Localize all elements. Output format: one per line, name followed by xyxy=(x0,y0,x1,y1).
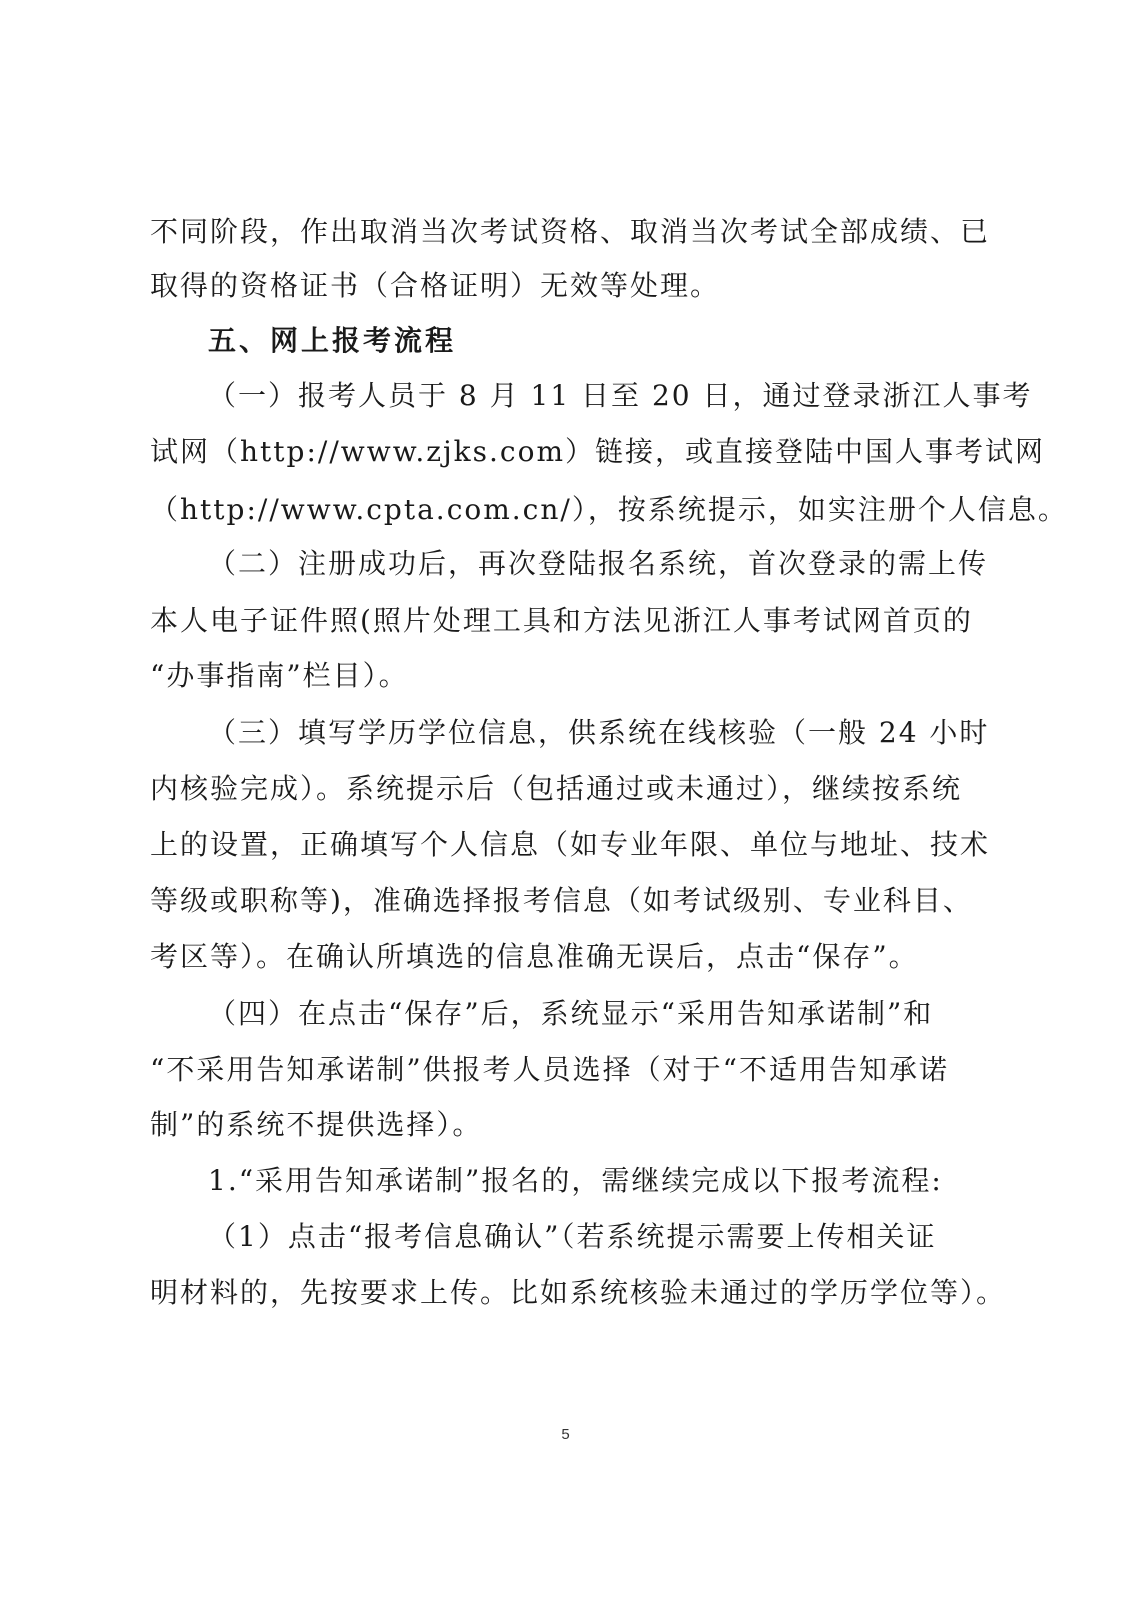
text-line: 本人电子证件照(照片处理工具和方法见浙江人事考试网首页的 xyxy=(150,604,973,637)
text-line: 1.“采用告知承诺制”报名的，需继续完成以下报考流程: xyxy=(208,1164,943,1197)
text-line: （二）注册成功后，再次登陆报名系统，首次登录的需上传 xyxy=(208,547,989,580)
text-line: 不同阶段，作出取消当次考试资格、取消当次考试全部成绩、已 xyxy=(150,215,991,248)
text-line: 试网（http://www.zjks.com）链接，或直接登陆中国人事考试网 xyxy=(150,435,1046,468)
text-line: （一）报考人员于 8 月 11 日至 20 日，通过登录浙江人事考 xyxy=(208,379,1033,412)
text-line: （四）在点击“保存”后，系统显示“采用告知承诺制”和 xyxy=(208,997,934,1030)
page-number: 5 xyxy=(561,1426,570,1443)
text-line: 制”的系统不提供选择）。 xyxy=(150,1108,483,1141)
text-line: 上的设置，正确填写个人信息（如专业年限、单位与地址、技术 xyxy=(150,828,991,861)
text-line: “不采用告知承诺制”供报考人员选择（对于“不适用告知承诺 xyxy=(150,1053,949,1086)
text-line: （http://www.cpta.com.cn/），按系统提示，如实注册个人信息。 xyxy=(150,493,1068,526)
text-line: 等级或职称等)，准确选择报考信息（如考试级别、专业科目、 xyxy=(150,884,973,917)
text-line: （1）点击“报考信息确认”（若系统提示需要上传相关证 xyxy=(208,1220,937,1253)
text-line: 考区等）。在确认所填选的信息准确无误后，点击“保存”。 xyxy=(150,940,919,973)
section-heading: 五、网上报考流程 xyxy=(208,324,457,357)
text-line: 取得的资格证书（合格证明）无效等处理。 xyxy=(150,269,721,302)
text-line: （三）填写学历学位信息，供系统在线核验（一般 24 小时 xyxy=(208,716,990,749)
text-line: “办事指南”栏目）。 xyxy=(150,659,409,692)
text-line: 内核验完成）。系统提示后（包括通过或未通过），继续按系统 xyxy=(150,772,963,805)
text-line: 明材料的，先按要求上传。比如系统核验未通过的学历学位等）。 xyxy=(150,1276,1007,1309)
